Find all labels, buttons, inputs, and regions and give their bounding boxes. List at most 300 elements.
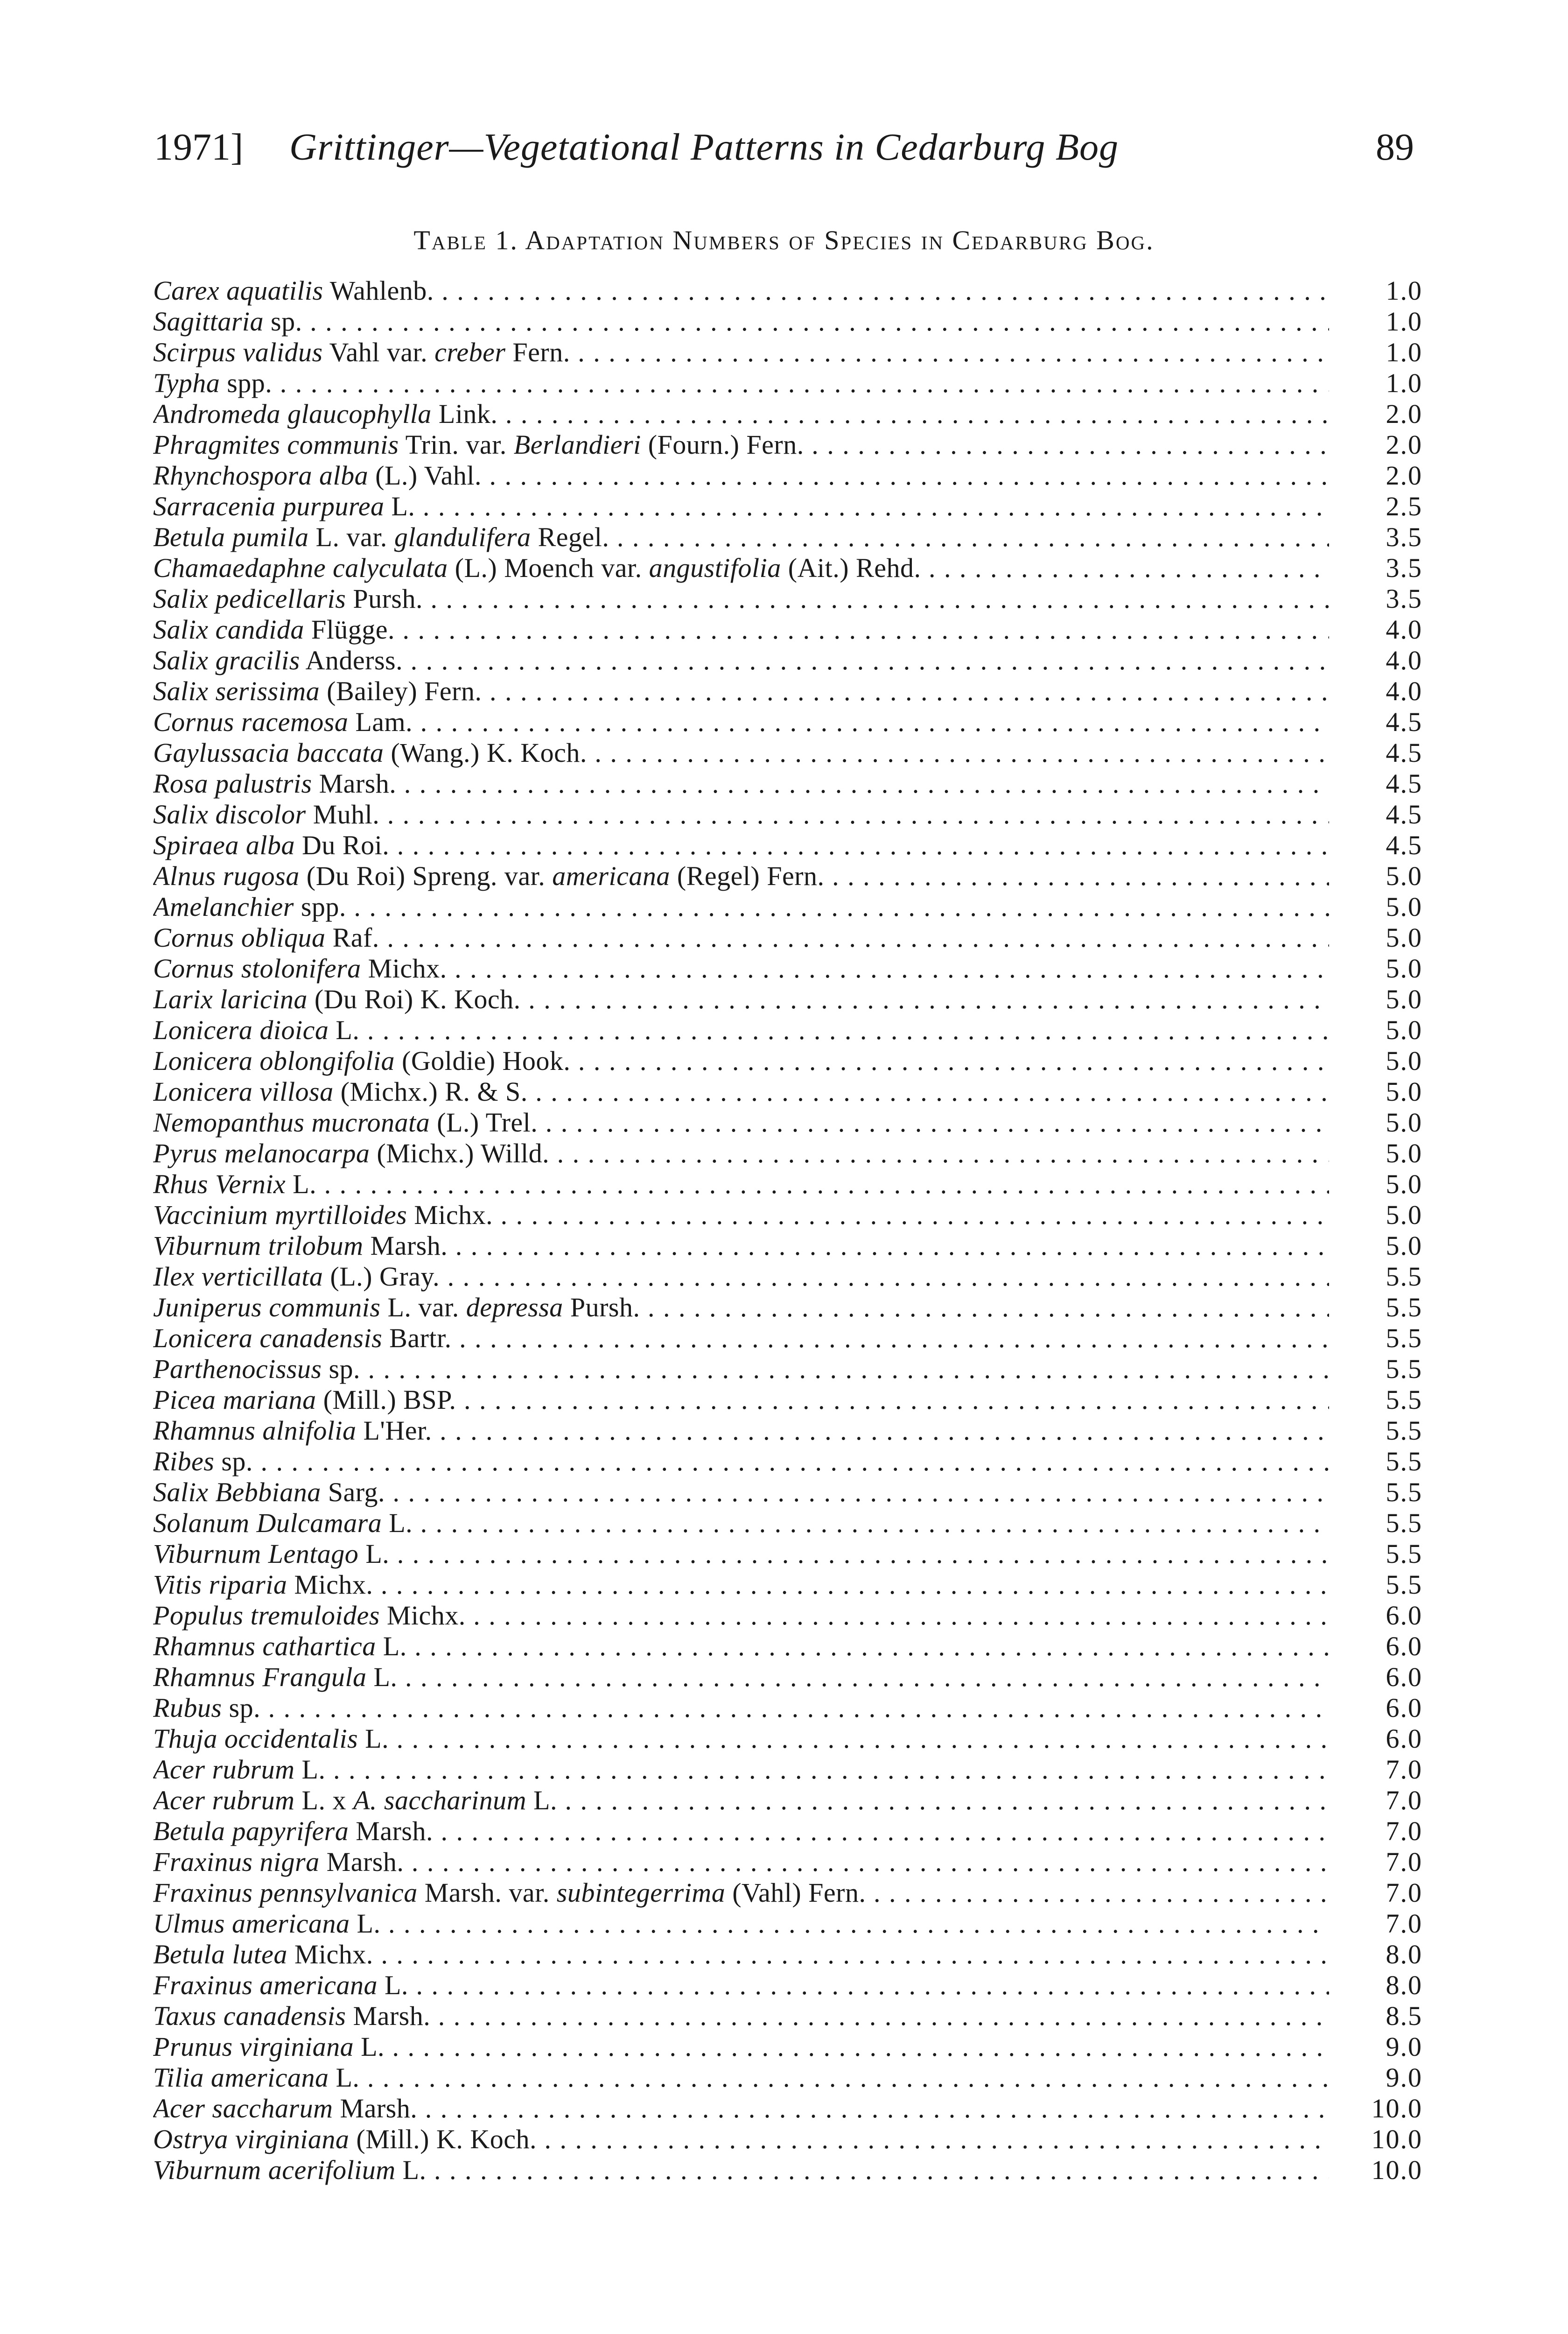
species-authority: Fern.	[505, 337, 570, 367]
species-binomial: Rhamnus cathartica	[153, 1631, 376, 1661]
adaptation-number: 5.5	[1386, 1323, 1422, 1353]
species-authority: (Michx.) R. & S.	[333, 1076, 528, 1107]
adaptation-number: 5.0	[1386, 1200, 1422, 1230]
adaptation-number: 3.5	[1386, 584, 1422, 614]
table-caption: Table 1. Adaptation Numbers of Species in Cedarburg Bog.	[413, 225, 1155, 255]
adaptation-number: 5.0	[1386, 922, 1422, 953]
adaptation-number: 9.0	[1386, 2062, 1422, 2093]
species-authority: L.	[358, 1539, 390, 1569]
species-binomial: Acer rubrum	[153, 1785, 295, 1815]
species-authority: sp.	[322, 1354, 361, 1384]
species-name	[153, 768, 1329, 799]
species-authority: (L.) Moench var.	[448, 553, 649, 583]
species-binomial: Lonicera canadensis	[153, 1323, 383, 1353]
species-binomial: Rosa palustris	[153, 768, 312, 799]
species-name	[153, 2093, 1329, 2124]
species-authority: (L.) Vahl.	[368, 460, 482, 491]
adaptation-number: 5.0	[1386, 1015, 1422, 1045]
species-name	[153, 1200, 1329, 1230]
adaptation-number: 5.0	[1386, 1138, 1422, 1168]
species-authority: Marsh.	[349, 1816, 433, 1846]
species-authority: L. var.	[308, 522, 394, 552]
article-title: Grittinger—Vegetational Patterns in Cedarburg Bog	[289, 126, 1119, 168]
species-name	[153, 1354, 1329, 1385]
species-binomial: Rhus Vernix	[153, 1169, 286, 1199]
species-name	[153, 1015, 1329, 1046]
table-row	[153, 2124, 1422, 2155]
table-row	[153, 1323, 1422, 1354]
adaptation-number: 7.0	[1386, 1816, 1422, 1846]
species-authority: L. x	[294, 1785, 353, 1815]
adaptation-number: 1.0	[1386, 368, 1422, 398]
species-authority: (Mill.) K. Koch.	[349, 2124, 537, 2154]
adaptation-number: 4.0	[1386, 614, 1422, 645]
species-authority: sp.	[222, 1693, 261, 1723]
species-binomial: Ilex verticillata	[153, 1261, 323, 1292]
species-name	[153, 275, 1329, 306]
species-name	[153, 1908, 1329, 1939]
species-authority: L.	[286, 1169, 317, 1199]
species-binomial: Lonicera oblongifolia	[153, 1046, 395, 1076]
species-authority: Du Roi.	[295, 830, 390, 860]
species-binomial: Nemopanthus mucronata	[153, 1107, 430, 1138]
species-authority: Muhl.	[306, 799, 380, 830]
species-binomial: Viburnum trilobum	[153, 1230, 364, 1261]
species-authority: (Fourn.) Fern.	[641, 429, 804, 460]
species-name	[153, 861, 1329, 892]
species-name	[153, 922, 1329, 953]
adaptation-number: 5.0	[1386, 861, 1422, 891]
species-binomial: Taxus canadensis	[153, 2001, 346, 2031]
species-authority: Regel.	[531, 522, 609, 552]
species-authority: L.	[358, 1723, 389, 1754]
species-authority: L.	[329, 1015, 360, 1045]
table-row	[153, 1138, 1422, 1169]
species-authority: Link.	[431, 399, 498, 429]
adaptation-number: 5.0	[1386, 984, 1422, 1014]
species-name	[153, 1662, 1329, 1693]
table-row	[153, 707, 1422, 738]
species-binomial: Tilia americana	[153, 2062, 329, 2093]
species-authority: Pursh.	[346, 584, 423, 614]
species-table	[153, 275, 1422, 2186]
species-authority: (Regel) Fern.	[670, 861, 825, 891]
adaptation-number: 10.0	[1371, 2124, 1422, 2154]
adaptation-number: 4.0	[1386, 645, 1422, 675]
species-name	[153, 1754, 1329, 1785]
species-name	[153, 1477, 1329, 1508]
species-name	[153, 707, 1329, 738]
species-name	[153, 1446, 1329, 1477]
adaptation-number: 5.5	[1386, 1539, 1422, 1569]
species-authority: Michx.	[287, 1939, 373, 1969]
table-row	[153, 1723, 1422, 1754]
species-binomial: Fraxinus pennsylvanica	[153, 1877, 418, 1908]
species-name	[153, 1261, 1329, 1292]
species-authority: L.	[382, 1508, 413, 1538]
adaptation-number: 5.5	[1386, 1261, 1422, 1292]
species-name	[153, 830, 1329, 861]
species-name	[153, 1939, 1329, 1970]
species-authority: L.	[294, 1754, 326, 1785]
species-authority: (Du Roi) K. Koch.	[307, 984, 521, 1014]
species-binomial: Populus tremuloides	[153, 1600, 380, 1631]
species-binomial: Lonicera villosa	[153, 1076, 334, 1107]
species-name	[153, 614, 1329, 645]
species-authority: Lam.	[348, 707, 413, 737]
species-authority: (L.) Trel.	[430, 1107, 538, 1138]
species-name	[153, 799, 1329, 830]
species-name	[153, 368, 1329, 399]
species-name	[153, 306, 1329, 337]
species-binomial: Cornus racemosa	[153, 707, 349, 737]
species-authority: Michx.	[361, 953, 447, 984]
table-row	[153, 522, 1422, 553]
species-binomial: Vitis riparia	[153, 1569, 287, 1600]
species-authority: Anderss.	[300, 645, 403, 675]
table-row	[153, 614, 1422, 645]
species-authority: (Mill.) BSP.	[316, 1385, 456, 1415]
table-row	[153, 1785, 1422, 1816]
table-row	[153, 768, 1422, 799]
species-authority: Marsh.	[319, 1847, 404, 1877]
species-binomial: Ulmus americana	[153, 1908, 350, 1939]
table-row	[153, 1939, 1422, 1970]
species-binomial: Spiraea alba	[153, 830, 295, 860]
species-authority: Michx.	[379, 1600, 466, 1631]
adaptation-number: 10.0	[1371, 2155, 1422, 2185]
species-authority: (Michx.) Willd.	[370, 1138, 550, 1168]
species-binomial: Lonicera dioica	[153, 1015, 329, 1045]
table-row	[153, 1046, 1422, 1076]
adaptation-number: 5.5	[1386, 1354, 1422, 1384]
table-row	[153, 799, 1422, 830]
species-binomial: Cornus stolonifera	[153, 953, 361, 984]
species-name	[153, 1600, 1329, 1631]
species-binomial: Viburnum Lentago	[153, 1539, 359, 1569]
adaptation-number: 5.5	[1386, 1415, 1422, 1446]
species-name	[153, 1385, 1329, 1415]
species-binomial: Typha	[153, 368, 220, 398]
species-name	[153, 892, 1329, 922]
species-authority: Trin. var.	[399, 429, 514, 460]
species-name	[153, 1323, 1329, 1354]
adaptation-number: 5.5	[1386, 1292, 1422, 1322]
species-authority: sp.	[264, 306, 302, 337]
table-row	[153, 2093, 1422, 2124]
species-authority: L.	[354, 2032, 385, 2062]
species-name	[153, 1046, 1329, 1076]
species-binomial: Salix Bebbiana	[153, 1477, 321, 1507]
table-row	[153, 429, 1422, 460]
table-row	[153, 1230, 1422, 1261]
adaptation-number: 5.0	[1386, 1230, 1422, 1261]
species-name	[153, 1723, 1329, 1754]
adaptation-number: 8.0	[1386, 1939, 1422, 1969]
table-row	[153, 1569, 1422, 1600]
table-row	[153, 337, 1422, 368]
species-authority: Michx.	[407, 1200, 493, 1230]
species-name	[153, 553, 1329, 584]
species-name	[153, 429, 1329, 460]
adaptation-number: 5.0	[1386, 1107, 1422, 1138]
species-authority: (L.) Gray.	[323, 1261, 440, 1292]
running-head	[154, 119, 1414, 175]
species-authority: spp.	[220, 368, 273, 398]
species-name	[153, 2001, 1329, 2032]
table-row	[153, 1415, 1422, 1446]
species-name	[153, 1230, 1329, 1261]
species-authority: L.	[384, 491, 415, 521]
species-binomial: Salix pedicellaris	[153, 584, 346, 614]
species-binomial: Chamaedaphne calyculata	[153, 553, 448, 583]
adaptation-number: 5.0	[1386, 953, 1422, 984]
species-name	[153, 1415, 1329, 1446]
table-row	[153, 460, 1422, 491]
species-binomial: Acer saccharum	[153, 2093, 333, 2123]
table-row	[153, 1970, 1422, 2001]
species-binomial: Fraxinus americana	[153, 1970, 378, 2000]
table-row	[153, 584, 1422, 614]
species-binomial: Ostrya virginiana	[153, 2124, 350, 2154]
adaptation-number: 5.0	[1386, 1076, 1422, 1107]
adaptation-number: 4.5	[1386, 707, 1422, 737]
species-binomial: Salix discolor	[153, 799, 306, 830]
table-row	[153, 368, 1422, 399]
adaptation-number: 5.5	[1386, 1477, 1422, 1507]
table-row	[153, 1908, 1422, 1939]
table-row	[153, 861, 1422, 892]
table-row	[153, 1600, 1422, 1631]
species-binomial: Betula lutea	[153, 1939, 287, 1969]
adaptation-number: 1.0	[1386, 275, 1422, 306]
species-binomial: Andromeda glaucophylla	[153, 399, 432, 429]
adaptation-number: 7.0	[1386, 1908, 1422, 1939]
table-row	[153, 2001, 1422, 2032]
species-binomial: Rubus	[153, 1693, 222, 1723]
species-binomial: Picea mariana	[153, 1385, 316, 1415]
species-binomial: Salix candida	[153, 614, 304, 645]
species-binomial: Juniperus communis	[153, 1292, 381, 1322]
table-row	[153, 1508, 1422, 1539]
table-row	[153, 1754, 1422, 1785]
species-name	[153, 1847, 1329, 1877]
species-authority: (Bailey) Fern.	[320, 676, 482, 706]
adaptation-number: 1.0	[1386, 337, 1422, 367]
adaptation-number: 2.5	[1386, 491, 1422, 521]
species-name	[153, 1970, 1329, 2001]
adaptation-number: 2.0	[1386, 399, 1422, 429]
table-row	[153, 275, 1422, 306]
species-name	[153, 2155, 1329, 2186]
species-binomial: Scirpus validus	[153, 337, 323, 367]
adaptation-number: 7.0	[1386, 1847, 1422, 1877]
table-row	[153, 1292, 1422, 1323]
species-name	[153, 491, 1329, 522]
table-row	[153, 892, 1422, 922]
table-row	[153, 1446, 1422, 1477]
adaptation-number: 5.5	[1386, 1385, 1422, 1415]
species-name	[153, 645, 1329, 676]
adaptation-number: 7.0	[1386, 1785, 1422, 1815]
adaptation-number: 5.5	[1386, 1569, 1422, 1600]
table-row	[153, 1015, 1422, 1046]
species-authority: L.	[366, 1662, 398, 1692]
species-binomial: Prunus virginiana	[153, 2032, 354, 2062]
species-authority: L.	[329, 2062, 360, 2093]
table-row	[153, 1847, 1422, 1877]
table-row	[153, 676, 1422, 707]
species-name	[153, 2032, 1329, 2062]
species-binomial: Larix laricina	[153, 984, 308, 1014]
table-row	[153, 2032, 1422, 2062]
adaptation-number: 10.0	[1371, 2093, 1422, 2123]
adaptation-number: 7.0	[1386, 1877, 1422, 1908]
adaptation-number: 5.0	[1386, 892, 1422, 922]
table-row	[153, 1662, 1422, 1693]
adaptation-number: 4.5	[1386, 768, 1422, 799]
table-row	[153, 984, 1422, 1015]
species-binomial: Parthenocissus	[153, 1354, 322, 1384]
species-authority: (Du Roi) Spreng. var.	[299, 861, 553, 891]
species-name	[153, 2062, 1329, 2093]
species-authority: Marsh.	[363, 1230, 448, 1261]
species-binomial: Fraxinus nigra	[153, 1847, 320, 1877]
species-authority: L'Her.	[356, 1415, 432, 1446]
species-binomial: Solanum Dulcamara	[153, 1508, 382, 1538]
adaptation-number: 5.0	[1386, 1046, 1422, 1076]
volume-year: 1971]	[154, 126, 244, 168]
species-authority: Marsh. var.	[417, 1877, 557, 1908]
species-name	[153, 953, 1329, 984]
species-binomial: Salix gracilis	[153, 645, 300, 675]
adaptation-number: 6.0	[1386, 1693, 1422, 1723]
species-binomial: americana	[552, 861, 670, 891]
species-binomial: angustifolia	[649, 553, 781, 583]
species-authority: Marsh.	[346, 2001, 431, 2031]
species-name	[153, 522, 1329, 553]
species-authority: Raf.	[325, 922, 379, 953]
species-binomial: A. saccharinum	[353, 1785, 527, 1815]
species-binomial: subintegerrima	[556, 1877, 726, 1908]
species-name	[153, 1508, 1329, 1539]
species-binomial: creber	[434, 337, 506, 367]
table-row	[153, 2062, 1422, 2093]
species-binomial: Pyrus melanocarpa	[153, 1138, 370, 1168]
species-binomial: Carex aquatilis	[153, 275, 323, 306]
adaptation-number: 6.0	[1386, 1662, 1422, 1692]
species-authority: Bartr.	[382, 1323, 452, 1353]
table-row	[153, 738, 1422, 768]
species-binomial: depressa	[466, 1292, 563, 1322]
adaptation-number: 5.0	[1386, 1169, 1422, 1199]
table-row	[153, 1539, 1422, 1569]
species-authority: L. var.	[380, 1292, 466, 1322]
species-authority: L.	[350, 1908, 381, 1939]
adaptation-number: 1.0	[1386, 306, 1422, 337]
species-authority: spp.	[294, 892, 346, 922]
species-name	[153, 337, 1329, 368]
adaptation-number: 8.0	[1386, 1970, 1422, 2000]
table-row	[153, 553, 1422, 584]
species-authority: (Ait.) Rehd.	[781, 553, 921, 583]
species-authority: (Vahl) Fern.	[725, 1877, 866, 1908]
table-row	[153, 1076, 1422, 1107]
table-row	[153, 830, 1422, 861]
adaptation-number: 6.0	[1386, 1723, 1422, 1754]
species-authority: sp.	[214, 1446, 253, 1476]
table-row	[153, 922, 1422, 953]
species-binomial: Ribes	[153, 1446, 215, 1476]
table-row	[153, 645, 1422, 676]
species-binomial: Salix serissima	[153, 676, 320, 706]
page-number: 89	[1376, 126, 1414, 168]
species-name	[153, 1076, 1329, 1107]
species-name	[153, 1785, 1329, 1816]
species-binomial: Thuja occidentalis	[153, 1723, 358, 1754]
adaptation-number: 7.0	[1386, 1754, 1422, 1785]
adaptation-number: 4.5	[1386, 799, 1422, 830]
adaptation-number: 5.5	[1386, 1446, 1422, 1476]
species-authority: L.	[526, 1785, 557, 1815]
table-row	[153, 2155, 1422, 2186]
species-authority: (Goldie) Hook.	[395, 1046, 571, 1076]
species-authority: Sarg.	[321, 1477, 385, 1507]
species-binomial: Rhamnus alnifolia	[153, 1415, 357, 1446]
species-binomial: Cornus obliqua	[153, 922, 326, 953]
adaptation-number: 3.5	[1386, 522, 1422, 552]
species-name	[153, 1693, 1329, 1723]
species-name	[153, 676, 1329, 707]
species-name	[153, 1292, 1329, 1323]
adaptation-number: 3.5	[1386, 553, 1422, 583]
species-authority: L.	[395, 2155, 427, 2185]
species-name	[153, 1138, 1329, 1169]
table-row	[153, 1261, 1422, 1292]
species-binomial: Betula pumila	[153, 522, 309, 552]
adaptation-number: 8.5	[1386, 2001, 1422, 2031]
species-name	[153, 1877, 1329, 1908]
table-row	[153, 1354, 1422, 1385]
species-binomial: Betula papyrifera	[153, 1816, 349, 1846]
species-name	[153, 738, 1329, 768]
species-name	[153, 399, 1329, 429]
species-binomial: Berlandieri	[513, 429, 641, 460]
species-authority: Pursh.	[563, 1292, 640, 1322]
species-binomial: Rhynchospora alba	[153, 460, 369, 491]
table-row	[153, 953, 1422, 984]
species-binomial: glandulifera	[394, 522, 531, 552]
adaptation-number: 4.5	[1386, 830, 1422, 860]
species-authority: Wahlenb.	[323, 275, 434, 306]
table-row	[153, 1385, 1422, 1415]
table-row	[153, 491, 1422, 522]
table-row	[153, 1631, 1422, 1662]
species-authority: (Wang.) K. Koch.	[384, 738, 587, 768]
species-binomial: Alnus rugosa	[153, 861, 300, 891]
species-name	[153, 584, 1329, 614]
species-binomial: Rhamnus Frangula	[153, 1662, 367, 1692]
species-binomial: Acer rubrum	[153, 1754, 295, 1785]
species-name	[153, 1816, 1329, 1847]
species-authority: L.	[376, 1631, 407, 1661]
species-binomial: Sagittaria	[153, 306, 264, 337]
species-authority: Flügge.	[304, 614, 395, 645]
species-binomial: Viburnum acerifolium	[153, 2155, 396, 2185]
table-row	[153, 1107, 1422, 1138]
species-binomial: Sarracenia purpurea	[153, 491, 385, 521]
table-row	[153, 1877, 1422, 1908]
